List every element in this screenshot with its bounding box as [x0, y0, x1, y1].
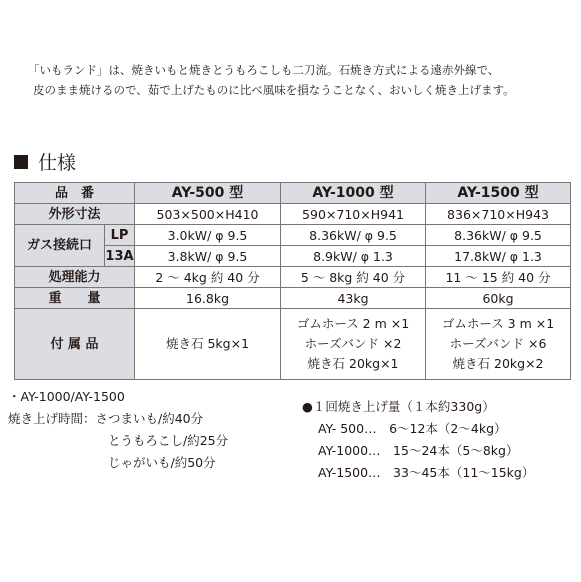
intro-text: [28, 60, 568, 100]
notes-time-item: じゃがいも/約50分: [108, 455, 216, 470]
table-cell: 43kg: [281, 288, 426, 309]
table-row-dimensions: [15, 204, 571, 225]
table-cell: 3.8kW/ φ 9.5: [135, 246, 281, 267]
notes-time-row: [8, 408, 228, 430]
square-bullet-icon: [14, 155, 28, 169]
notes-time-item: さつまいも/約40分: [95, 411, 204, 426]
table-cell: 16.8kg: [135, 288, 281, 309]
accessory-line: ホーズバンド ×2: [304, 336, 402, 351]
gas-lp-label: LP: [105, 225, 135, 246]
accessories-ay1500: [426, 309, 571, 380]
spec-heading: [14, 148, 76, 175]
table-row-gas-lp: [15, 225, 571, 246]
accessories-ay1000: [281, 309, 426, 380]
yield-list: [302, 396, 534, 484]
yield-row: AY-1000… 15～24本（5～8kg）: [318, 443, 519, 458]
accessories-label: 付 属 品: [15, 309, 135, 380]
header-label: 品 番: [15, 183, 135, 204]
accessory-line: ゴムホース 2 m ×1: [296, 316, 410, 331]
notes-time-item: とうもろこし/約25分: [108, 433, 229, 448]
table-row-header: [15, 183, 571, 204]
accessory-line: 焼き石 20kg×1: [307, 356, 399, 371]
table-cell: 8.36kW/ φ 9.5: [281, 225, 426, 246]
spec-table: [14, 182, 571, 380]
model-ay1000: AY-1000 型: [281, 183, 426, 204]
table-row-capacity: [15, 267, 571, 288]
accessory-line: 焼き石 20kg×2: [452, 356, 544, 371]
table-cell: 590×710×H941: [281, 204, 426, 225]
table-cell: 8.9kW/ φ 1.3: [281, 246, 426, 267]
model-ay1500: AY-1500 型: [426, 183, 571, 204]
table-cell: 5 ～ 8kg 約 40 分: [281, 267, 426, 288]
table-cell: 11 ～ 15 約 40 分: [426, 267, 571, 288]
accessory-line: 焼き石 5kg×1: [166, 336, 250, 351]
table-cell: 2 ～ 4kg 約 40 分: [135, 267, 281, 288]
intro-line-2: 皮のまま焼けるので、茹で上げたものに比べ風味を損なうことなく、おいしく焼き上げます。: [33, 83, 515, 97]
notes-time-label: 焼き上げ時間：: [8, 411, 96, 426]
spec-heading-text: 仕様: [38, 152, 77, 174]
table-row-accessories: [15, 309, 571, 380]
accessories-ay500: [135, 309, 281, 380]
intro-line-1: 「いもランド」は、焼きいもと焼きとうもろこしも二刀流。石焼き方式による遠赤外線で、: [28, 63, 500, 77]
weight-label: 重 量: [15, 288, 135, 309]
table-cell: 17.8kW/ φ 1.3: [426, 246, 571, 267]
table-cell: 60kg: [426, 288, 571, 309]
table-cell: 3.0kW/ φ 9.5: [135, 225, 281, 246]
dimensions-label: 外形寸法: [15, 204, 135, 225]
model-ay500: AY-500 型: [135, 183, 281, 204]
cooking-time-notes: [8, 386, 228, 474]
capacity-label: 処理能力: [15, 267, 135, 288]
table-row-weight: [15, 288, 571, 309]
accessory-line: ホーズバンド ×6: [449, 336, 547, 351]
table-cell: 8.36kW/ φ 9.5: [426, 225, 571, 246]
gas-label: ガス接続口: [15, 225, 105, 267]
yield-title: ●１回焼き上げ量（１本約330g）: [302, 399, 495, 414]
yield-row: AY- 500… 6～12本（2～4kg）: [318, 421, 507, 436]
gas-13a-label: 13A: [105, 246, 135, 267]
table-cell: 503×500×H410: [135, 204, 281, 225]
accessory-line: ゴムホース 3 m ×1: [441, 316, 555, 331]
yield-row: AY-1500… 33～45本（11～15kg）: [318, 465, 535, 480]
notes-models: ・AY-1000/AY-1500: [8, 389, 125, 404]
table-cell: 836×710×H943: [426, 204, 571, 225]
